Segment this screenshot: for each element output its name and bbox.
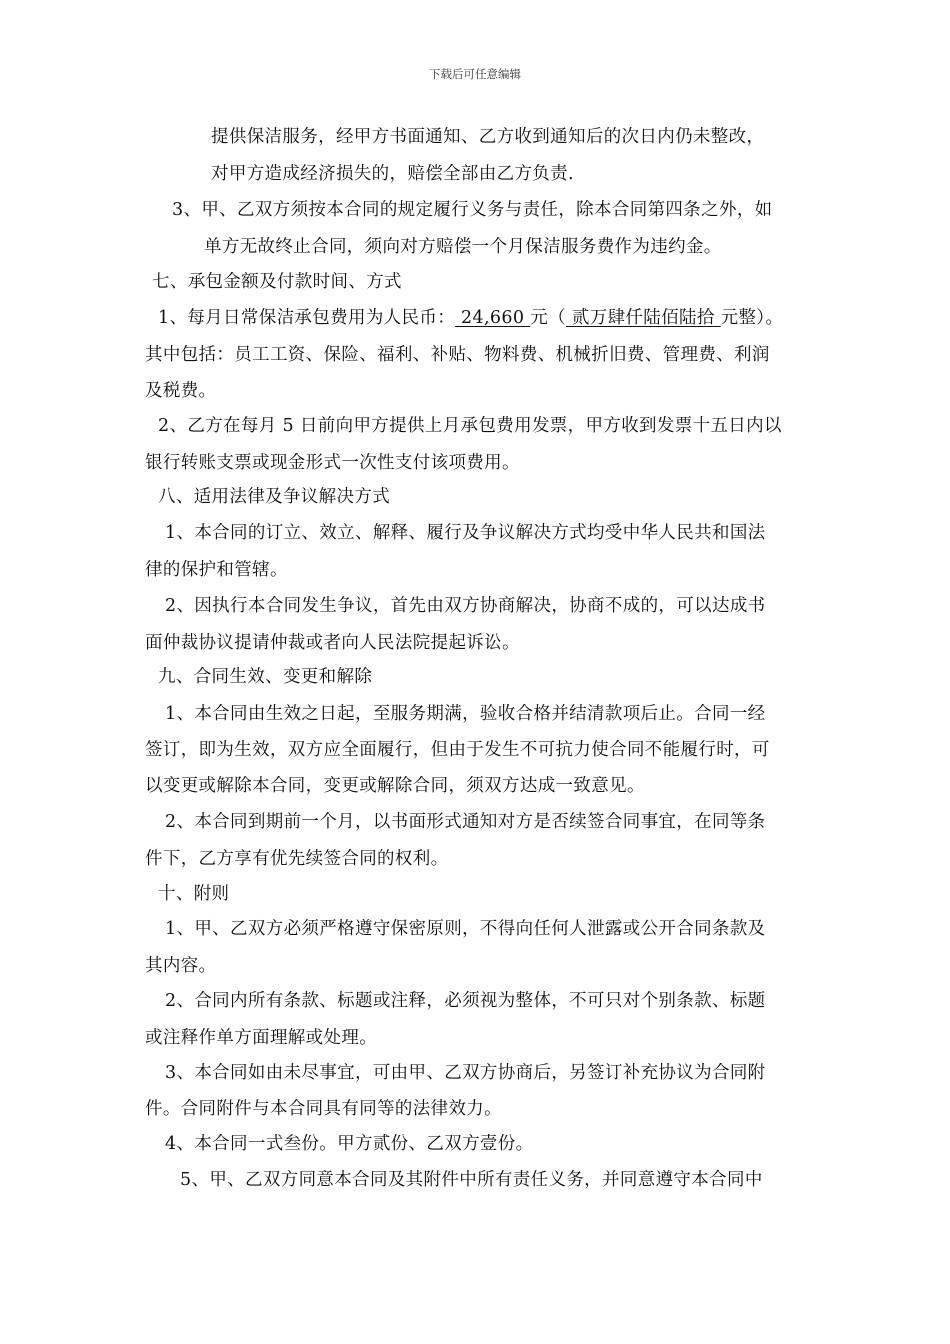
paragraph-line: 1、本合同由生效之日起，至服务期满，验收合格并结清款项后止。合同一经: [165, 704, 766, 724]
paragraph-line: 4、本合同一式叁份。甲方贰份、乙双方壹份。: [165, 1134, 534, 1154]
paragraph-line: 或注释作单方面理解或处理。: [145, 1028, 378, 1048]
paragraph-line: 5、甲、乙双方同意本合同及其附件中所有责任义务，并同意遵守本合同中: [180, 1170, 763, 1190]
fee-mid: 元（: [530, 308, 566, 328]
paragraph-line: 1、甲、乙双方必须严格遵守保密原则，不得向任何人泄露或公开合同条款及: [165, 919, 766, 939]
paragraph-line: 对甲方造成经济损失的，赔偿全部由乙方负责.: [211, 164, 574, 184]
paragraph-line: 2、乙方在每月 5 日前向甲方提供上月承包费用发票，甲方收到发票十五日内以: [158, 416, 782, 436]
paragraph-line: 单方无故终止合同，须向对方赔偿一个月保洁服务费作为违约金。: [204, 237, 722, 257]
paragraph-line: 提供保洁服务，经甲方书面通知、乙方收到通知后的次日内仍未整改，: [211, 127, 765, 147]
section-heading: 七、承包金额及付款时间、方式: [152, 272, 402, 292]
paragraph-line: 2、合同内所有条款、标题或注释，必须视为整体，不可只对个别条款、标题: [165, 991, 766, 1011]
paragraph-line: 其中包括：员工工资、保险、福利、补贴、物料费、机械折旧费、管理费、利润: [145, 345, 770, 365]
paragraph-line: 面仲裁协议提请仲裁或者向人民法院提起诉讼。: [145, 633, 520, 653]
paragraph-line: 银行转账支票或现金形式一次性支付该项费用。: [145, 453, 520, 473]
paragraph-line: 及税费。: [145, 381, 217, 401]
paragraph-line: 律的保护和管辖。: [145, 560, 288, 580]
fee-amount-words: 贰万肆仟陆佰陆拾: [565, 308, 721, 328]
paragraph-line: 以变更或解除本合同，变更或解除合同，须双方达成一致意见。: [145, 776, 645, 796]
paragraph-line: 签订，即为生效，双方应全面履行，但由于发生不可抗力使合同不能履行时，可: [145, 740, 770, 760]
page-header: 下载后可任意编辑: [429, 67, 521, 81]
section-heading: 八、适用法律及争议解决方式: [158, 487, 391, 507]
fee-amount: 24,660: [455, 308, 531, 328]
paragraph-line: 2、本合同到期前一个月，以书面形式通知对方是否续签合同事宜，在同等条: [165, 812, 766, 832]
paragraph-line: 2、因执行本合同发生争议，首先由双方协商解决，协商不成的，可以达成书: [165, 596, 766, 616]
paragraph-line: 3、甲、乙双方须按本合同的规定履行义务与责任，除本合同第四条之外，如: [172, 200, 773, 220]
paragraph-line: 3、本合同如由未尽事宜，可由甲、乙双方协商后，另签订补充协议为合同附: [165, 1063, 766, 1083]
paragraph-line: 件。合同附件与本合同具有同等的法律效力。: [145, 1099, 502, 1119]
paragraph-line: 件下，乙方享有优先续签合同的权利。: [145, 849, 449, 869]
paragraph-line: 1、本合同的订立、效立、解释、履行及争议解决方式均受中华人民共和国法: [165, 523, 766, 543]
fee-amount-line: [158, 306, 783, 330]
fee-prefix: 1、每月日常保洁承包费用为人民币：: [158, 308, 456, 328]
fee-suffix: 元整）。: [720, 308, 784, 328]
section-heading: 九、合同生效、变更和解除: [158, 667, 373, 687]
section-heading: 十、附则: [158, 884, 230, 904]
paragraph-line: 其内容。: [145, 956, 217, 976]
